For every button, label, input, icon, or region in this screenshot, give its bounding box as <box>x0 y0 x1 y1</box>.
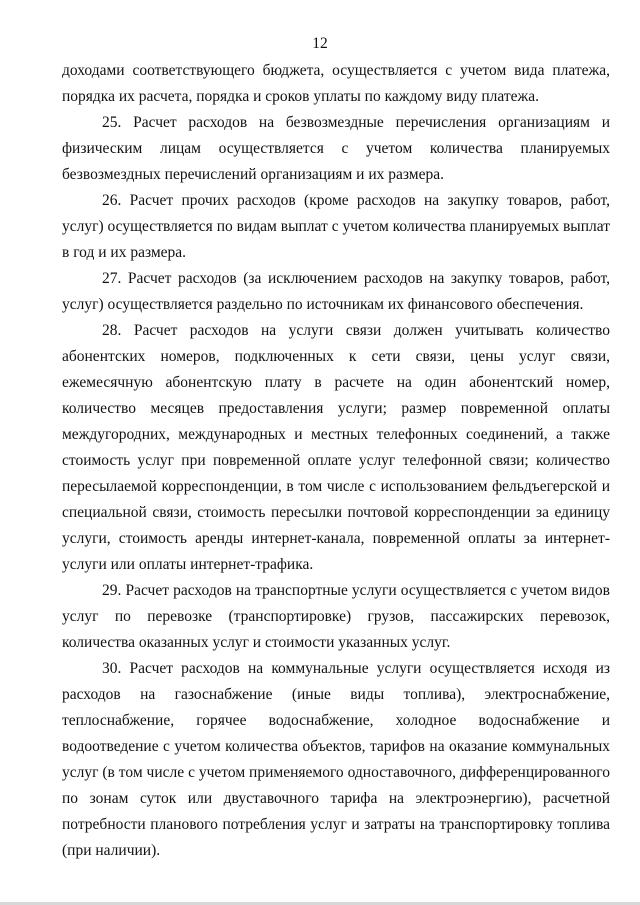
paragraph-25: 25. Расчет расходов на безвозмездные перечисления организациям и физическим лицам осуществляется с учетом количества планируемых безвозмездных перечислений организациям и их размера. <box>62 114 610 183</box>
paragraph-27: 27. Расчет расходов (за исключением расходов на закупку товаров, работ, услуг) осуществляется раздельно по источникам их финансового обеспечения. <box>62 270 610 313</box>
paragraph-continuation: доходами соответствующего бюджета, осуществляется с учетом вида платежа, порядка их расчета, порядка и сроков уплаты по каждому виду платежа. <box>62 62 610 105</box>
paragraph-28: 28. Расчет расходов на услуги связи должен учитывать количество абонентских номеров, подключенных к сети связи, цены услуг связи, ежемесячную абонентскую плату в расчете на один абонентский номер, количество месяцев предоставления услуги; размер повременной оплаты междугородних, международных и местных телефонных соединений, а также стоимость услуг при повременной оплате услуг телефонной связи; количество пересылаемой корреспонденции, в том числе с использованием фельдъегерской и специальной связи, стоимость пересылки почтовой корреспонденции за единицу услуги, стоимость аренды интернет-канала, повременной оплаты за интернет-услуги или оплаты интернет-трафика. <box>62 322 610 573</box>
page-number: 12 <box>312 35 328 52</box>
paragraph-30: 30. Расчет расходов на коммунальные услуги осуществляется исходя из расходов на газоснабжение (иные виды топлива), электроснабжение, теплоснабжение, горячее водоснабжение, холодное водоснабжение и водоотведение с учетом количества объектов, тарифов на оказание коммунальных услуг (в том числе с учетом применяемого одноставочного, дифференцированного по зонам суток или двуставочного тарифа на электроэнергию), расчетной потребности планового потребления услуг и затраты на транспортировку топлива (при наличии). <box>62 660 610 859</box>
document-body <box>62 58 610 864</box>
paragraph-29: 29. Расчет расходов на транспортные услуги осуществляется с учетом видов услуг по перевозке (транспортировке) грузов, пассажирских перевозок, количества оказанных услуг и стоимости указанных услуг. <box>62 582 610 651</box>
paragraph-26: 26. Расчет прочих расходов (кроме расходов на закупку товаров, работ, услуг) осуществляется по видам выплат с учетом количества планируемых выплат в год и их размера. <box>62 192 610 261</box>
